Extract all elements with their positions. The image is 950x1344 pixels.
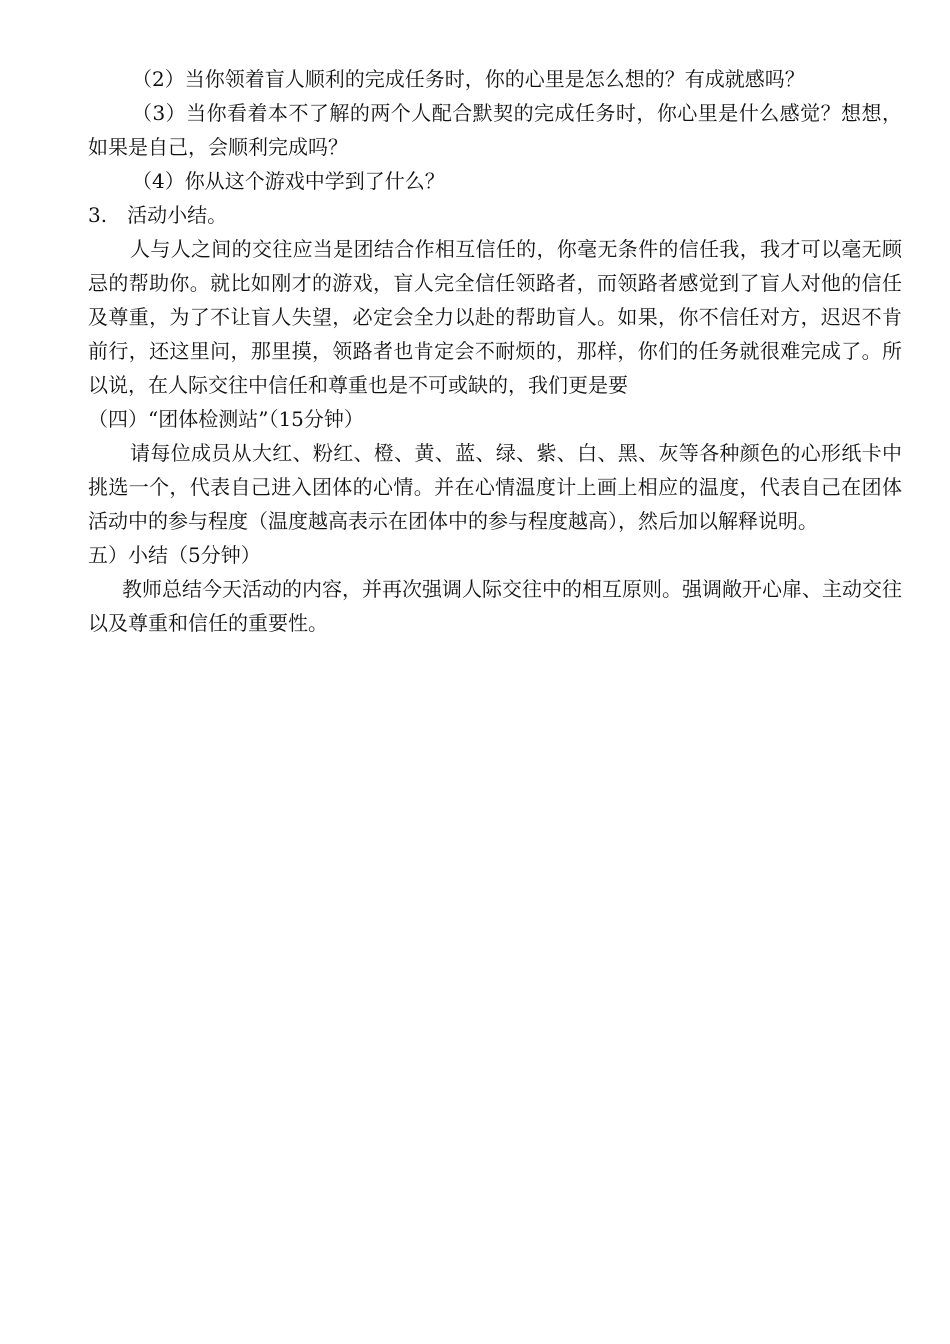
conclusion-paragraph: 教师总结今天活动的内容，并再次强调人际交往中的相互原则。强调敞开心扉、主动交往以及尊重和信任的重要性。 [88, 577, 902, 635]
question-3: （3）当你看着本不了解的两个人配合默契的完成任务时，你心里是什么感觉？想想，如果是自己，会顺利完成吗？ [88, 101, 902, 159]
document-body [88, 62, 902, 640]
group-check-paragraph: 请每位成员从大红、粉红、橙、黄、蓝、绿、紫、白、黑、灰等各种颜色的心形纸卡中挑选一个，代表自己进入团体的心情。并在心情温度计上画上相应的温度，代表自己在团体活动中的参与程度（温度越高表示在团体中的参与程度越高），然后加以解释说明。 [88, 441, 902, 533]
section-five-heading: 五）小结（5分钟） [88, 543, 261, 567]
section-four-heading: （四）“团体检测站”（15分钟） [88, 407, 364, 431]
activity-summary-paragraph: 人与人之间的交往应当是团结合作相互信任的，你毫无条件的信任我，我才可以毫无顾忌的帮助你。就比如刚才的游戏，盲人完全信任领路者，而领路者感觉到了盲人对他的信任及尊重，为了不让盲人失望，必定会全力以赴的帮助盲人。如果，你不信任对方，迟迟不肯前行，还这里问，那里摸，领路者也肯定会不耐烦的，那样，你们的任务就很难完成了。所以说，在人际交往中信任和尊重也是不可或缺的，我们更是要 [88, 237, 902, 397]
question-4: （4）你从这个游戏中学到了什么？ [132, 169, 445, 193]
question-2: （2）当你领着盲人顺利的完成任务时，你的心里是怎么想的？有成就感吗？ [132, 67, 805, 91]
section-activity-summary-heading: 3. 活动小结。 [88, 203, 228, 227]
